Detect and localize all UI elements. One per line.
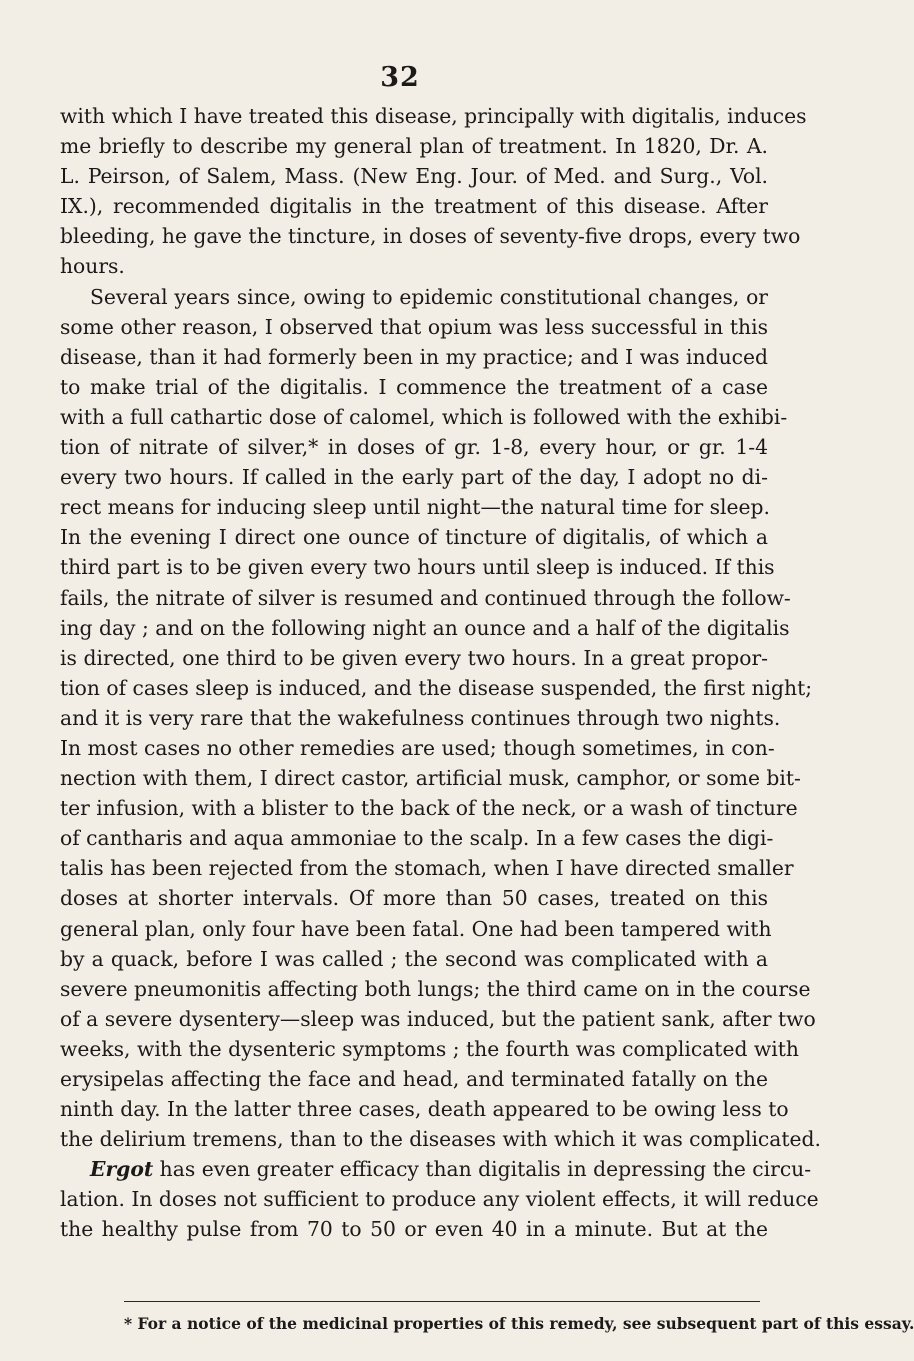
text-line: severe pneumonitis affecting both lungs; the third came on in the course — [60, 976, 811, 1001]
text-line: and it is very rare that the wakefulness continues through two nights. — [60, 705, 781, 730]
text-line — [60, 1154, 812, 1184]
text-line: third part is to be given every two hours until sleep is induced. If this — [60, 555, 775, 580]
text-line: some other reason, I observed that opium was less successful in this — [60, 314, 768, 339]
text-line: weeks, with the dysenteric symptoms ; the fourth was complicated with — [60, 1036, 799, 1061]
text-line: ing day ; and on the following night an ounce and a half of the digitalis — [60, 615, 790, 640]
text-line: to make trial of the digitalis. I commence the treatment of a case — [60, 374, 768, 399]
footnote-divider — [124, 1301, 760, 1302]
text-line: nection with them, I direct castor, artificial musk, camphor, or some bit- — [60, 766, 801, 791]
text-line: the healthy pulse from 70 to 50 or even 40 in a minute. But at the — [60, 1217, 768, 1242]
text-line-rest: has even greater efficacy than digitalis in depressing the circu- — [153, 1157, 812, 1182]
text-line: is directed, one third to be given every two hours. In a great propor- — [60, 645, 768, 670]
text-line: Several years since, owing to epidemic constitutional changes, or — [90, 284, 768, 309]
text-line: bleeding, he gave the tincture, in doses of seventy-five drops, every two — [60, 224, 801, 249]
text-line: talis has been rejected from the stomach, when I have directed smaller — [60, 856, 794, 881]
text-line: every two hours. If called in the early part of the day, I adopt no di- — [60, 465, 768, 490]
body-text — [60, 101, 821, 1245]
text-line: by a quack, before I was called ; the second was complicated with a — [60, 946, 768, 971]
text-line: tion of nitrate of silver,* in doses of gr. 1-8, every hour, or gr. 1-4 — [60, 435, 768, 460]
text-line: hours. — [60, 254, 125, 279]
page-number: 32 — [380, 62, 420, 93]
footnote: * For a notice of the medicinal properties of this remedy, see subsequent part of this essay. — [124, 1314, 914, 1333]
text-line: tion of cases sleep is induced, and the disease suspended, the first night; — [60, 675, 813, 700]
text-line: In the evening I direct one ounce of tincture of digitalis, of which a — [60, 525, 768, 550]
text-line: In most cases no other remedies are used; though sometimes, in con- — [60, 735, 775, 760]
text-line: ninth day. In the latter three cases, death appeared to be owing less to — [60, 1097, 789, 1122]
text-line: ter infusion, with a blister to the back of the neck, or a wash of tincture — [60, 796, 798, 821]
text-line: me briefly to describe my general plan of treatment. In 1820, Dr. A. — [60, 134, 768, 159]
emphasized-term: Ergot — [90, 1157, 154, 1182]
text-line: of cantharis and aqua ammoniae to the scalp. In a few cases the digi- — [60, 826, 774, 851]
text-line: IX.), recommended digitalis in the treatment of this disease. After — [60, 194, 768, 219]
text-line: general plan, only four have been fatal. One had been tampered with — [60, 916, 772, 941]
text-line: disease, than it had formerly been in my practice; and I was induced — [60, 344, 768, 369]
text-line: erysipelas affecting the face and head, and terminated fatally on the — [60, 1067, 768, 1091]
text-line: fails, the nitrate of silver is resumed and continued through the follow- — [60, 585, 791, 610]
text-line: of a severe dysentery—sleep was induced, but the patient sank, after two — [60, 1006, 816, 1031]
text-line: with a full cathartic dose of calomel, which is followed with the exhibi- — [60, 404, 788, 429]
text-line: L. Peirson, of Salem, Mass. (New Eng. Jour. of Med. and Surg., Vol. — [60, 164, 768, 189]
text-line: with which I have treated this disease, principally with digitalis, induces — [60, 104, 807, 128]
text-line: rect means for inducing sleep until night—the natural time for sleep. — [60, 495, 770, 520]
text-line: lation. In doses not sufficient to produce any violent effects, it will reduce — [60, 1187, 819, 1212]
text-line: doses at shorter intervals. Of more than 50 cases, treated on this — [60, 886, 768, 911]
text-line: the delirium tremens, than to the diseases with which it was complicated. — [60, 1127, 821, 1152]
